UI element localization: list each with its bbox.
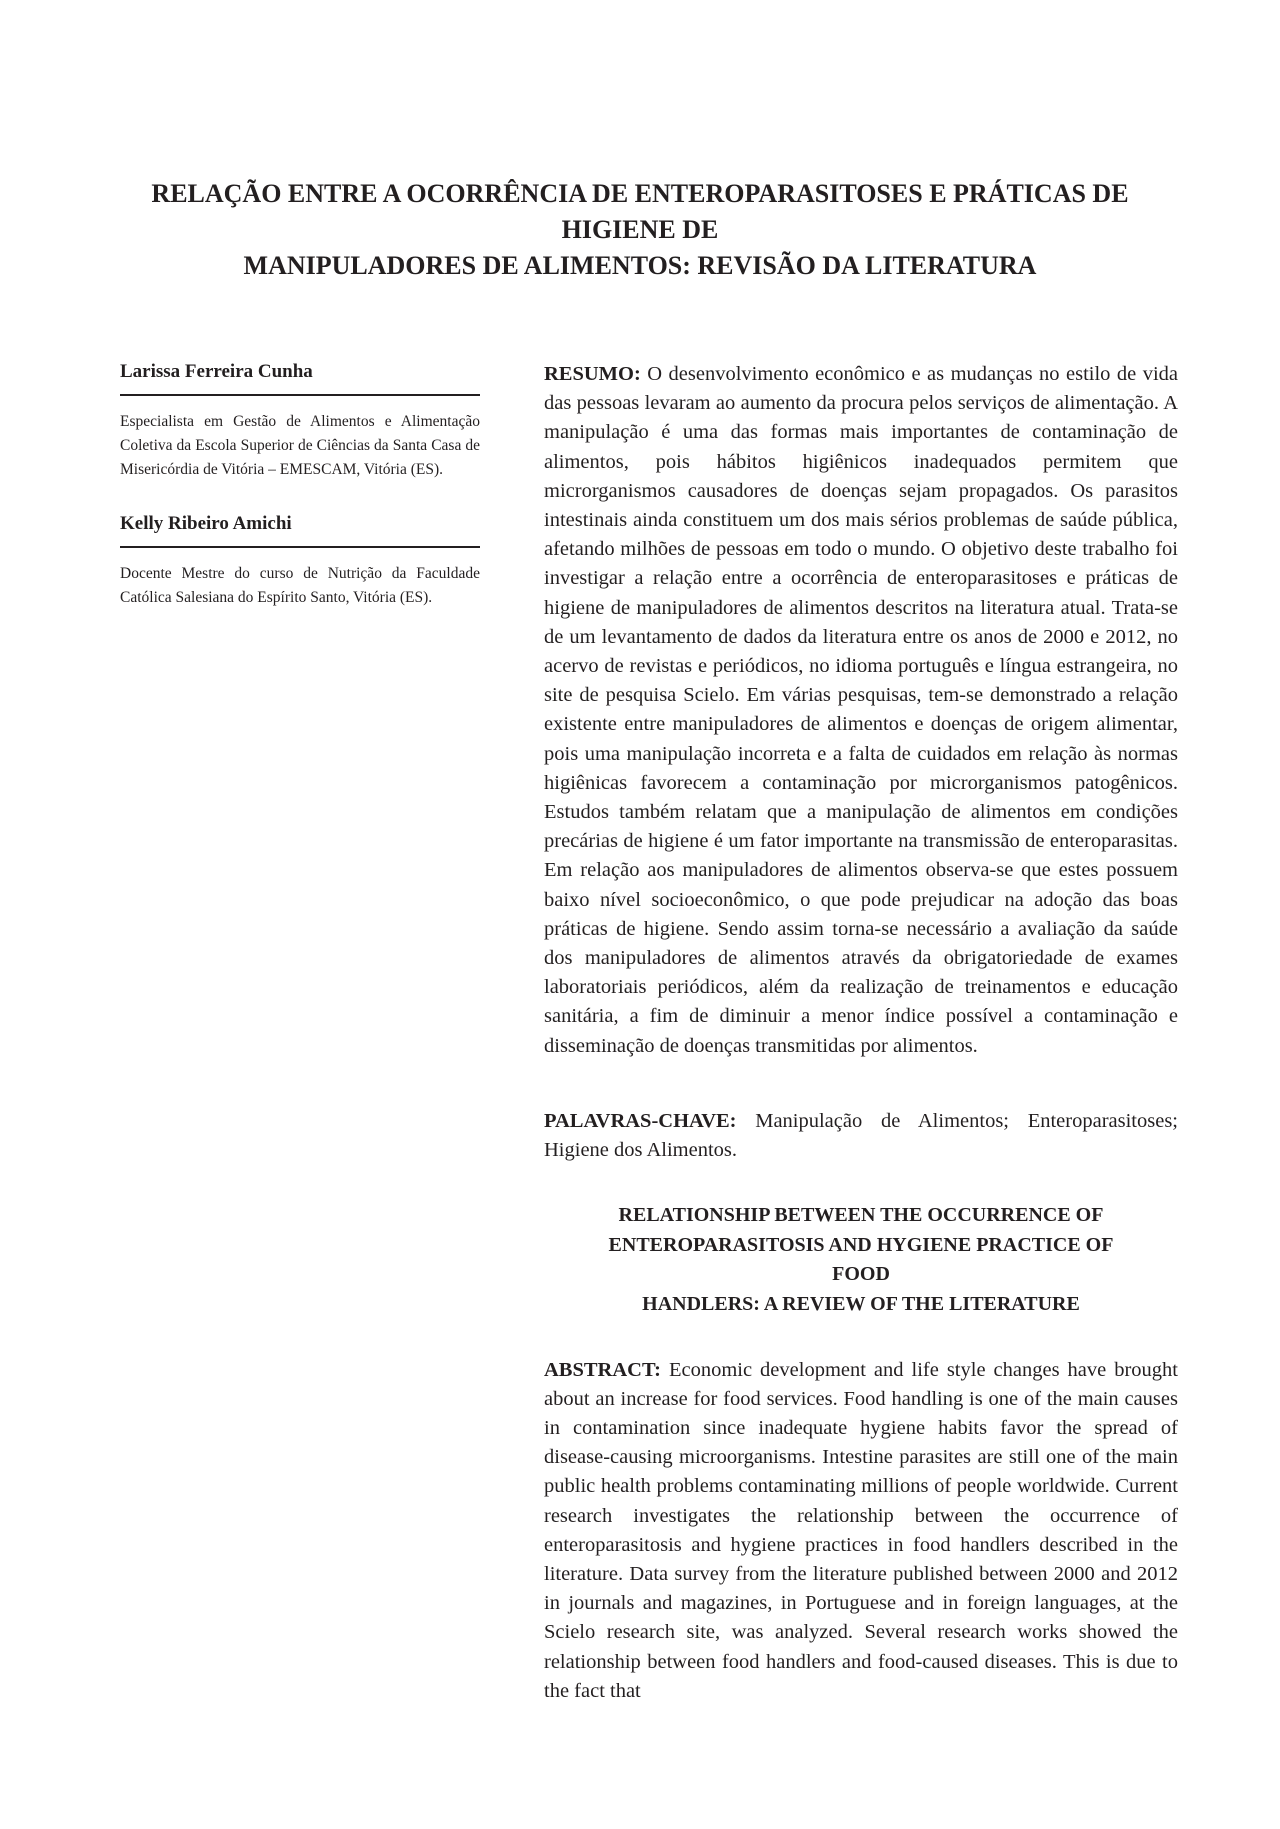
keywords-text: Manipulação de Alimentos; Enteroparasitoses; Higiene dos Alimentos.	[544, 1109, 1178, 1162]
keywords-paragraph	[544, 1107, 1178, 1165]
english-title-line-2: ENTEROPARASITOSIS AND HYGIENE PRACTICE OF FOOD	[608, 1233, 1114, 1286]
main-column	[544, 360, 1178, 1706]
english-title-line-3: HANDLERS: A REVIEW OF THE LITERATURE	[642, 1293, 1080, 1316]
abstract-paragraph	[544, 1356, 1178, 1706]
english-title-line-1: RELATIONSHIP BETWEEN THE OCCURRENCE OF	[618, 1204, 1104, 1227]
resumo-paragraph	[544, 360, 1178, 1061]
title-line-2: MANIPULADORES DE ALIMENTOS: REVISÃO DA LITERATURA	[243, 251, 1037, 280]
page-title	[120, 176, 1160, 284]
keywords-label: PALAVRAS-CHAVE:	[544, 1109, 737, 1132]
abstract-label: ABSTRACT:	[544, 1358, 661, 1381]
abstract-text: Economic development and life style changes have brought about an increase for food services. Food handling is one of the main causes in contamination since inadequate hygiene habits favor the spread of disease-causing microorganisms. Intestine parasites are still one of the main public health problems contaminating millions of people worldwide. Current research investigates the relationship between the occurrence of enteroparasitosis and hygiene practices in food handlers described in the literature. Data survey from the literature published between 2000 and 2012 in journals and magazines, in Portuguese and in foreign languages, at the Scielo research site, was analyzed. Several research works showed the relationship between food handlers and food-caused diseases. This is due to the fact that	[544, 1358, 1179, 1702]
title-line-1: RELAÇÃO ENTRE A OCORRÊNCIA DE ENTEROPARASITOSES E PRÁTICAS DE HIGIENE DE	[151, 179, 1129, 244]
resumo-label: RESUMO:	[544, 363, 641, 385]
author-affiliation: Especialista em Gestão de Alimentos e Alimentação Coletiva da Escola Superior de Ciências da Santa Casa de Misericórdia de Vitória – EMESCAM, Vitória (ES).	[120, 413, 480, 478]
author-column	[120, 360, 480, 640]
author-affiliation: Docente Mestre do curso de Nutrição da Faculdade Católica Salesiana do Espírito Santo, Vitória (ES).	[120, 565, 480, 606]
author-name: Larissa Ferreira Cunha	[120, 360, 480, 396]
english-title	[544, 1201, 1178, 1319]
resumo-text: O desenvolvimento econômico e as mudanças no estilo de vida das pessoas levaram ao aumento da procura pelos serviços de alimentação. A manipulação é uma das formas mais importantes de contaminação de alimentos, pois hábitos higiênicos inadequados permitem que microrganismos causadores de doenças sejam propagados. Os parasitos intestinais ainda constituem um dos mais sérios problemas de saúde pública, afetando milhões de pessoas em todo o mundo. O objetivo deste trabalho foi investigar a relação entre a ocorrência de enteroparasitoses e práticas de higiene de manipuladores de alimentos descritos na literatura atual. Trata-se de um levantamento de dados da literatura entre os anos de 2000 e 2012, no acervo de revistas e periódicos, no idioma português e língua estrangeira, no site de pesquisa Scielo. Em várias pesquisas, tem-se demonstrado a relação existente entre manipuladores de alimentos e doenças de origem alimentar, pois uma manipulação incorreta e a falta de cuidados em relação às normas higiênicas favorecem a contaminação por microrganismos patogênicos. Estudos também relatam que a manipulação de alimentos em condições precárias de higiene é um fator importante na transmissão de enteroparasitas. Em relação aos manipuladores de alimentos observa-se que estes possuem baixo nível socioeconômico, o que pode prejudicar na adoção das boas práticas de higiene. Sendo assim torna-se necessário a avaliação da saúde dos manipuladores de alimentos através da obrigatoriedade de exames laboratoriais periódicos, além da realização de treinamentos e educação sanitária, a fim de diminuir a menor índice possível a contaminação e disseminação de doenças transmitidas por alimentos.	[544, 363, 1178, 1057]
author-name: Kelly Ribeiro Amichi	[120, 512, 480, 548]
